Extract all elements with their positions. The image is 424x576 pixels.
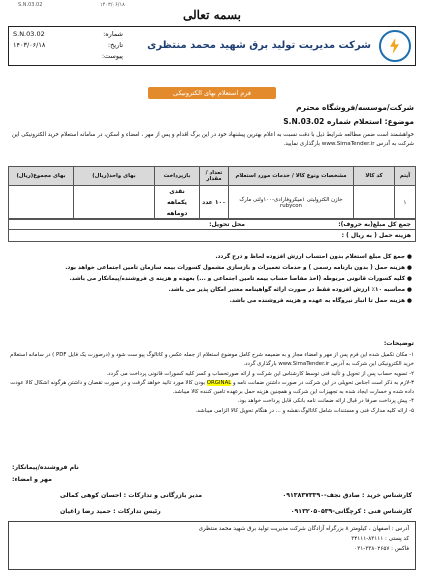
cell-payment-options (155, 186, 200, 220)
header-total-price: بهای مجموع(ریال) (9, 167, 74, 186)
procurement-head: رئیس تدارکات : حمید رضا زاغیان (60, 508, 161, 515)
conditions-list (12, 252, 412, 307)
attachment-label: پیوست: (101, 52, 123, 60)
payment-option-two-months: دوماهه (166, 210, 188, 217)
footer-contact (8, 521, 416, 570)
condition-item: ● جمع کل مبلغ استعلام بدون احتساب ارزش افزوده لحاظ و درج گردد. (215, 254, 412, 260)
highlighted-keyword: ORGINAL (206, 379, 232, 386)
top-stamp-date: ۱۴۰۳/۰۶/۱۸ (100, 2, 125, 8)
company-logo-icon (379, 30, 411, 62)
footer-postcode: کد پستی : ۸۳۱۱۱-۳۴۱۱۱ (351, 536, 409, 542)
table-row (9, 186, 416, 220)
payment-option-one-month: یکماهه (167, 199, 187, 206)
sum-words-row (8, 218, 416, 230)
notes-list (10, 351, 414, 416)
note-item: ۲- تسویه حساب پس از تحویل و تأئید فنی توسط کارشناس این شرکت و ارائه صورتحساب و کسر کلیه کسورات قانونی پرداخت می گردد. (106, 370, 414, 377)
cell-qty: ۱۰۰ عدد (200, 186, 229, 220)
cell-unit-price[interactable] (74, 186, 155, 220)
doc-meta (13, 29, 123, 62)
delivery-label: محل تحویل: (209, 221, 245, 228)
cell-total-price[interactable] (9, 186, 74, 220)
purchase-expert: کارشناس خرید : صادق نجف-۰۹۱۳۸۳۷۳۳۹۰ (282, 492, 412, 499)
header-qty: تعداد / مقدار (200, 167, 229, 186)
note-item: ۳-لازم به ذکر است اجناس تحویلی در این شرکت در صورت داشتن ضمانت نامه و ORGINAL بودن کالا مورد تائید خواهد گرفت و در صورت نقصان و داشتن هرگونه اشکال کالا عودت داده شده و خسارت ایجاد شده به تجهیزات این شرکت و همچنین هزینه حمل برعهده تامین کننده کالا میباشد. (10, 379, 414, 396)
shipping-label: هزینه حمل ( به ریال ) : (341, 232, 411, 239)
footer-address: آدرس : اصفهان ، کیلومتر ۸ بزرگراه آزادگان شرکت مدیریت تولید برق شهید محمد منتظری (198, 526, 409, 532)
form-title-banner: فرم استعلام بهای الکترونیکی (148, 87, 276, 99)
note-item: ۱- مکان تکمیل شده این فرم پس از مهر و امضاء مجاز و به ضمیمه شرح کامل موضوع استعلام از جمله عکس و کاتالوگ پیو ست شود و (درصورت یک فایل PDF ) در سامانه استعلام خرید الکترونیکی این شرکت به آدرس www.SimaTender.ir بارگذاری گردد. (10, 352, 414, 368)
header-description: مشخصات ونوع کالا / خدمات مورد استعلام (229, 167, 354, 186)
condition-item: ● هزینه حمل تا انبار نیروگاه به عهده و هزینه فروشنده می باشد. (229, 298, 412, 304)
subject: موضوع: استعلام شماره S.N.03.02 (283, 117, 414, 126)
bismillah-header: بسمه تعالی (182, 8, 242, 22)
footer-fax: فاکس : ۳۳۸۰۲۶۵۷-۰۳۱ (354, 546, 409, 552)
notes-title: توضیحات: (383, 340, 414, 347)
note-item: ۵- ارائه کلیه مدارک فنی و مستندات شامل کاتالوگ،نقشه و ... در هنگام تحویل کالا الزامی میباشد. (195, 407, 414, 414)
doc-number: S.N.03.02 (13, 30, 45, 38)
sum-words-label: جمع کل مبلغ(به حروف): (338, 221, 411, 228)
items-table (8, 166, 416, 220)
procurement-manager: مدیر بازرگانی و تدارکات : احسان کوهی کمالی (60, 492, 203, 499)
payment-option-cash: نقدی (169, 188, 185, 195)
top-stamp-number: S.N.03.02 (18, 2, 43, 8)
doc-date: ۱۴۰۳/۰۶/۱۸ (13, 41, 46, 49)
technical-expert: کارشناس فنی : کرچگانی-۰۹۱۳۲۰۵۰۵۳۹ (290, 508, 412, 515)
condition-item: ● کلیه کسورات قانونی مربوطه (اخذ مفاصا حساب بیمه تامین اجتماعی و ...) بعهده و هزینه ی فروشنده/پیمانکار می باشد. (69, 276, 412, 282)
doc-number-label: شماره: (103, 30, 123, 38)
recipient: شرکت/موسسه/فروشگاه محترم (296, 103, 414, 112)
header-unit-price: بهای واحد(ریال) (74, 167, 155, 186)
cell-item: ۱ (395, 186, 416, 220)
contractor-name-label: نام فروشنده/پیمانکار: (12, 464, 79, 471)
condition-item: ● هزینه حمل ( بدون بارنامه رسمی ) و خدمات تعمیرات و بازسازی مشمول کسورات بیمه سازمان تامین اجتماعی خواهد بود. (65, 265, 412, 271)
company-name: شرکت مدیریت تولید برق شهید محمد منتظری (147, 40, 371, 51)
cell-description: خازن الکترولیتی ۱میکروفارادی-۱۰۰ولتی مارک rubycon (229, 186, 354, 220)
note-item: ۴- پیش پرداخت صرفا در قبال ارائه ضمانت نامه بانکی قابل پرداخت خواهد بود. (237, 398, 414, 405)
letterhead (8, 26, 416, 66)
cell-code (354, 186, 395, 220)
contractor-stamp-label: مهر و امضاء: (12, 476, 52, 483)
intro-paragraph: خواهشمند است ضمن مطالعه شرایط ذیل با دقت نسبت به اعلام بهترین پیشنهاد خود در این برگ اقدام و پس از مهر ، امضاء و اسکن، در سامانه استعلام خرید الکترونیکی این شرکت به آدرس www.SimaTender.ir بارگذاری نمایید. (12, 132, 414, 147)
header-code: کد کالا (354, 167, 395, 186)
condition-item: ● محاسبه ۱۰٪ ارزش افزوده فقط در صورت ارائه گواهینامه معتبر امکان پذیر می باشد. (168, 287, 412, 293)
header-payment: بازپرداخت (155, 167, 200, 186)
header-item: آیتم (395, 167, 416, 186)
doc-date-label: تاریخ: (107, 41, 123, 49)
shipping-row (8, 230, 416, 242)
